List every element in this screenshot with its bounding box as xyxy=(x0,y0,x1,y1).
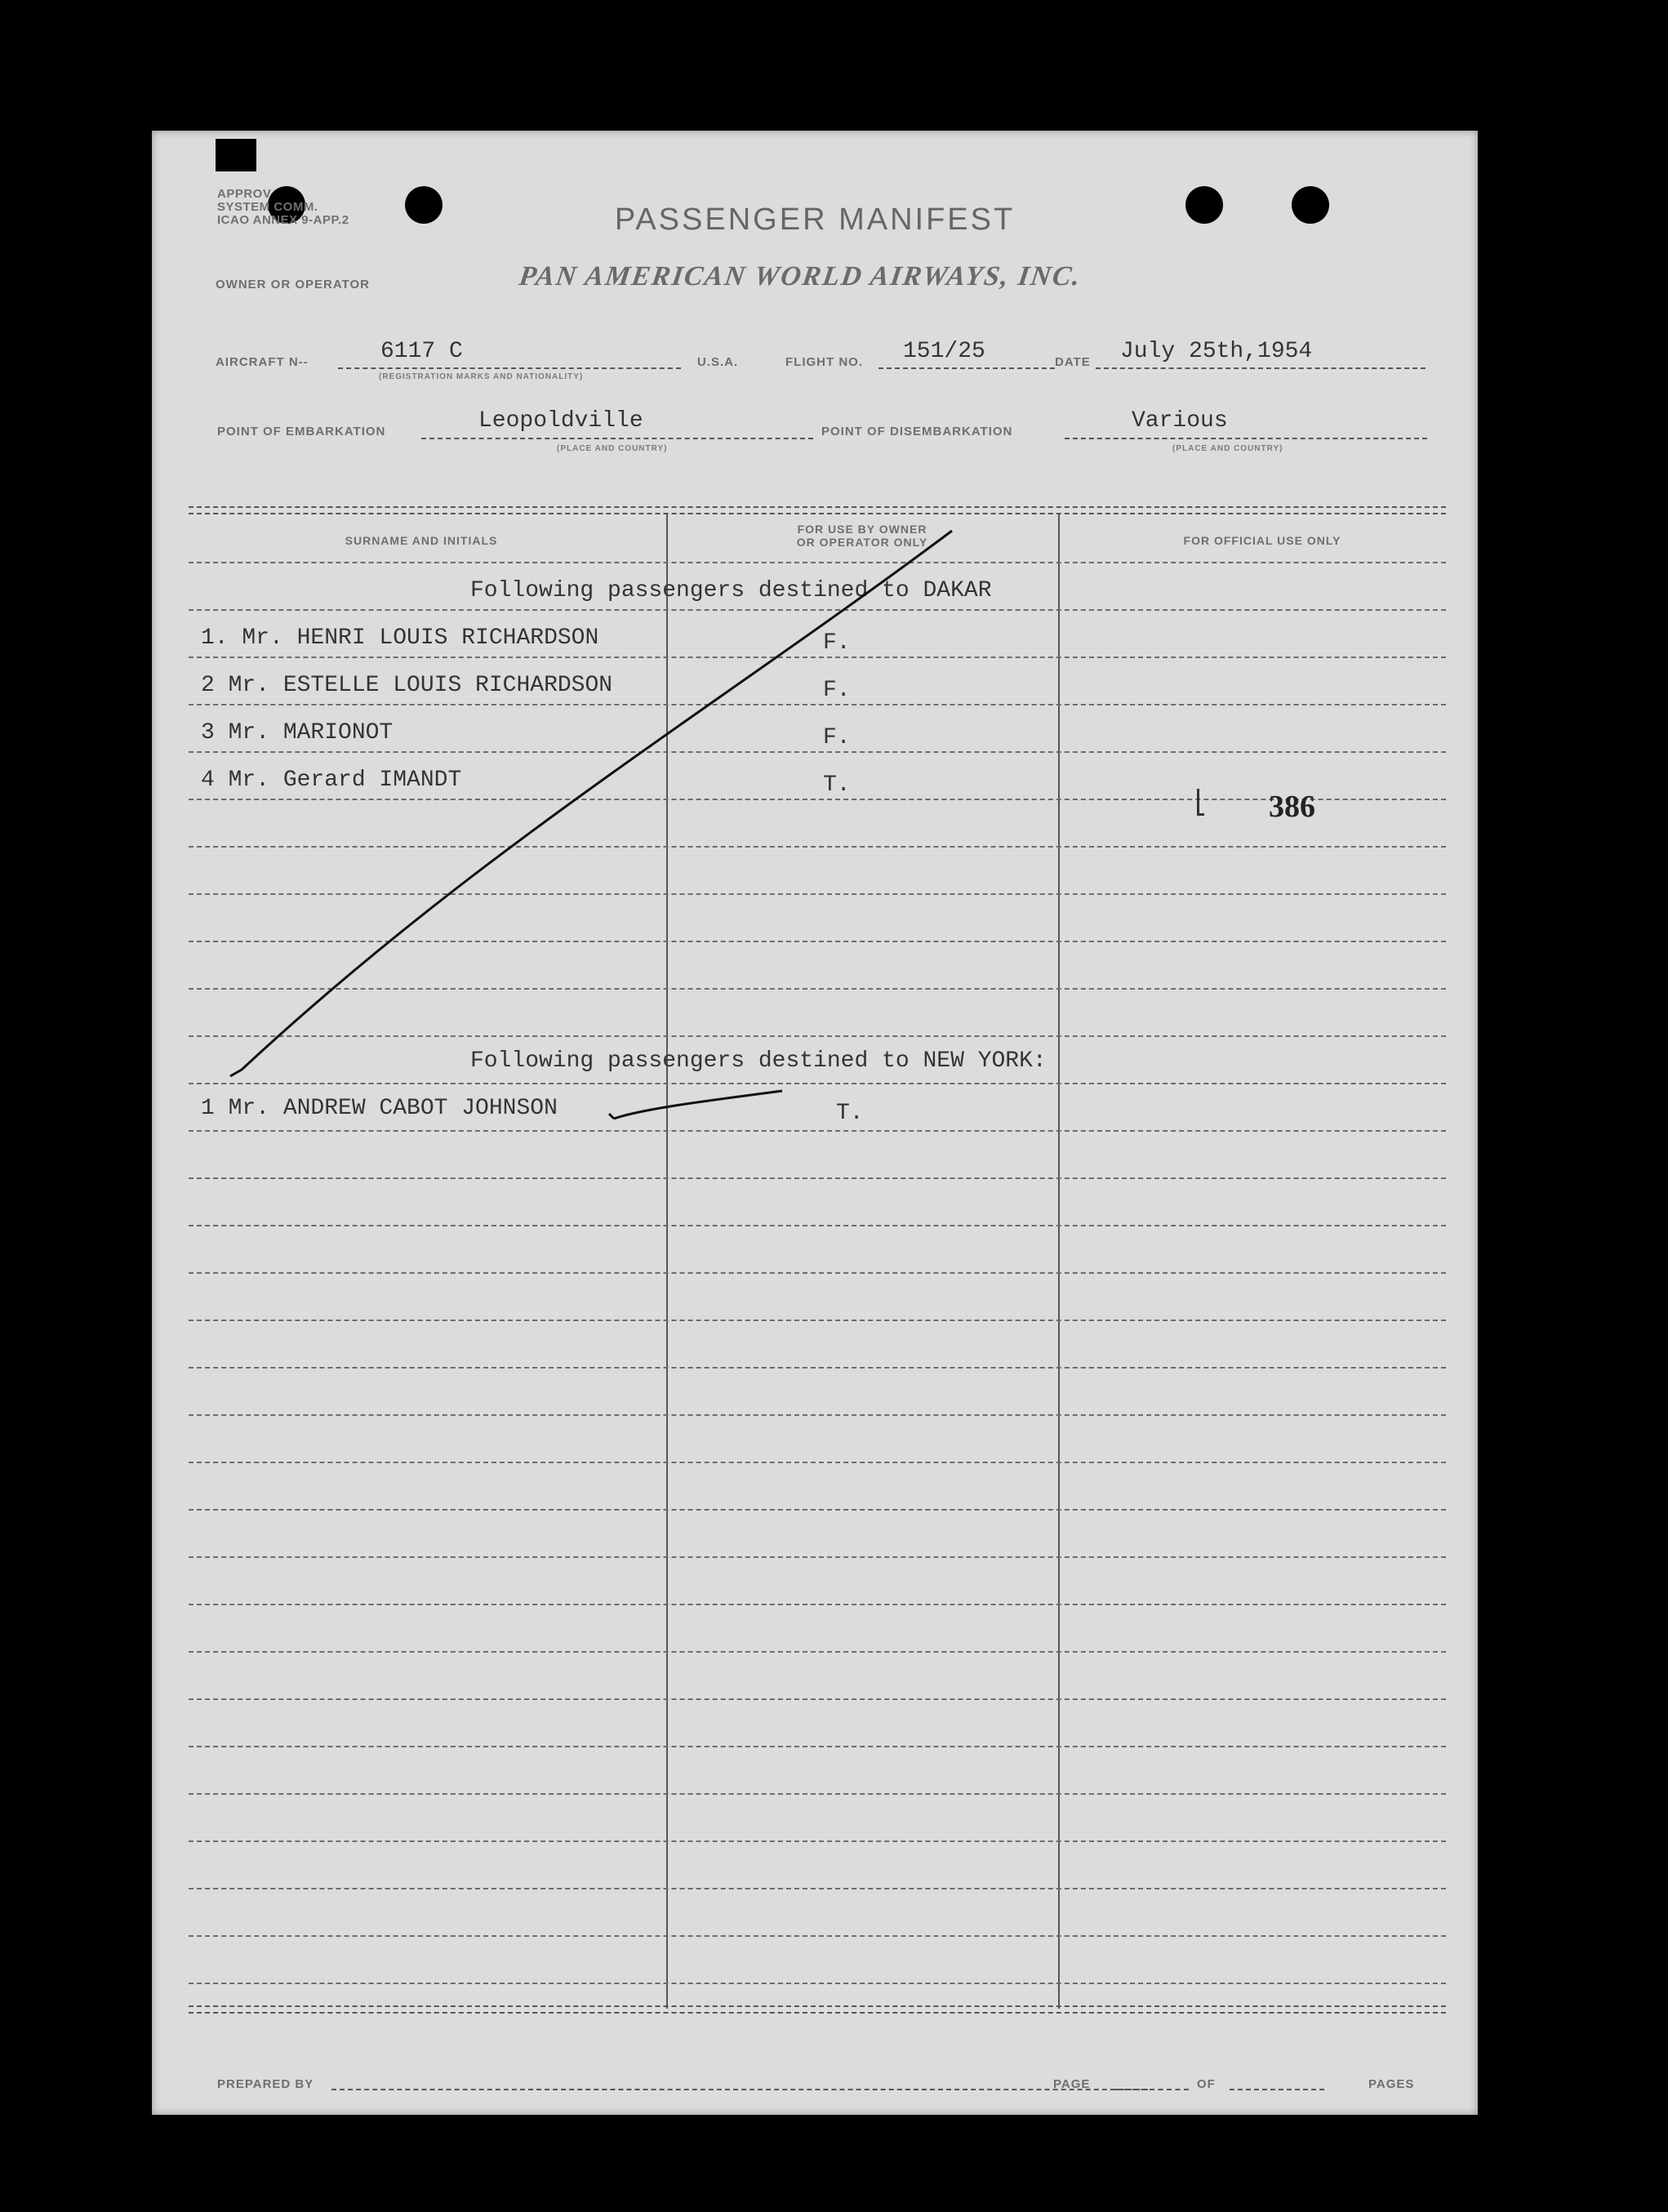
disembark-label: POINT OF DISEMBARKATION xyxy=(821,425,1013,438)
column-header-official: FOR OFFICIAL USE ONLY xyxy=(1183,534,1341,547)
passenger-name: 1 Mr. ANDREW CABOT JOHNSON xyxy=(201,1096,558,1121)
approval-stamp: APPROV SYSTEM COMM. ICAO ANNEX 9-APP.2 xyxy=(217,187,349,227)
registration-caption: (REGISTRATION MARKS AND NATIONALITY) xyxy=(379,372,584,381)
embark-label: POINT OF EMBARKATION xyxy=(217,425,386,438)
passenger-name: 3 Mr. MARIONOT xyxy=(201,720,394,745)
passenger-name: 4 Mr. Gerard IMANDT xyxy=(201,768,462,793)
manifest-sheet xyxy=(152,131,1478,2115)
group-heading: Following passengers destined to NEW YORK: xyxy=(470,1048,1047,1074)
embark-caption: (PLACE AND COUNTRY) xyxy=(557,444,668,453)
passenger-code: T. xyxy=(823,772,851,798)
flight-label: FLIGHT NO. xyxy=(785,355,863,369)
embark-value: Leopoldville xyxy=(478,408,643,434)
company-name: PAN AMERICAN WORLD AIRWAYS, INC. xyxy=(517,261,1083,292)
prepared-by-label: PREPARED BY xyxy=(217,2077,314,2091)
page-label: PAGE xyxy=(1053,2077,1091,2091)
page-fill-line xyxy=(1115,2089,1189,2090)
disembark-caption: (PLACE AND COUNTRY) xyxy=(1172,444,1283,453)
column-header-surname: SURNAME AND INITIALS xyxy=(345,534,498,547)
passenger-code: F. xyxy=(823,678,851,703)
owner-label: OWNER OR OPERATOR xyxy=(216,278,370,292)
passenger-code: T. xyxy=(836,1101,864,1126)
date-value: July 25th,1954 xyxy=(1120,339,1313,364)
flight-value: 151/25 xyxy=(903,339,985,364)
disembark-value: Various xyxy=(1132,408,1228,434)
pencil-stroke xyxy=(152,131,1478,2115)
column-header-owner: FOR USE BY OWNER OR OPERATOR ONLY xyxy=(796,523,928,549)
aircraft-label: AIRCRAFT N-- xyxy=(216,355,309,369)
passenger-code: F. xyxy=(823,725,851,750)
prepared-fill-line xyxy=(331,2089,1148,2090)
group-heading: Following passengers destined to DAKAR xyxy=(470,578,992,603)
page-title: PASSENGER MANIFEST xyxy=(614,203,1016,237)
date-label: DATE xyxy=(1055,355,1091,369)
passenger-name: 2 Mr. ESTELLE LOUIS RICHARDSON xyxy=(201,673,613,698)
passenger-code: F. xyxy=(823,630,851,656)
of-label: OF xyxy=(1197,2077,1216,2091)
pages-label: PAGES xyxy=(1368,2077,1415,2091)
passenger-name: 1. Mr. HENRI LOUIS RICHARDSON xyxy=(201,625,599,651)
of-fill-line xyxy=(1230,2089,1324,2090)
aircraft-value: 6117 C xyxy=(380,339,463,364)
usa-label: U.S.A. xyxy=(697,355,739,369)
official-number: 386 xyxy=(1269,790,1315,824)
